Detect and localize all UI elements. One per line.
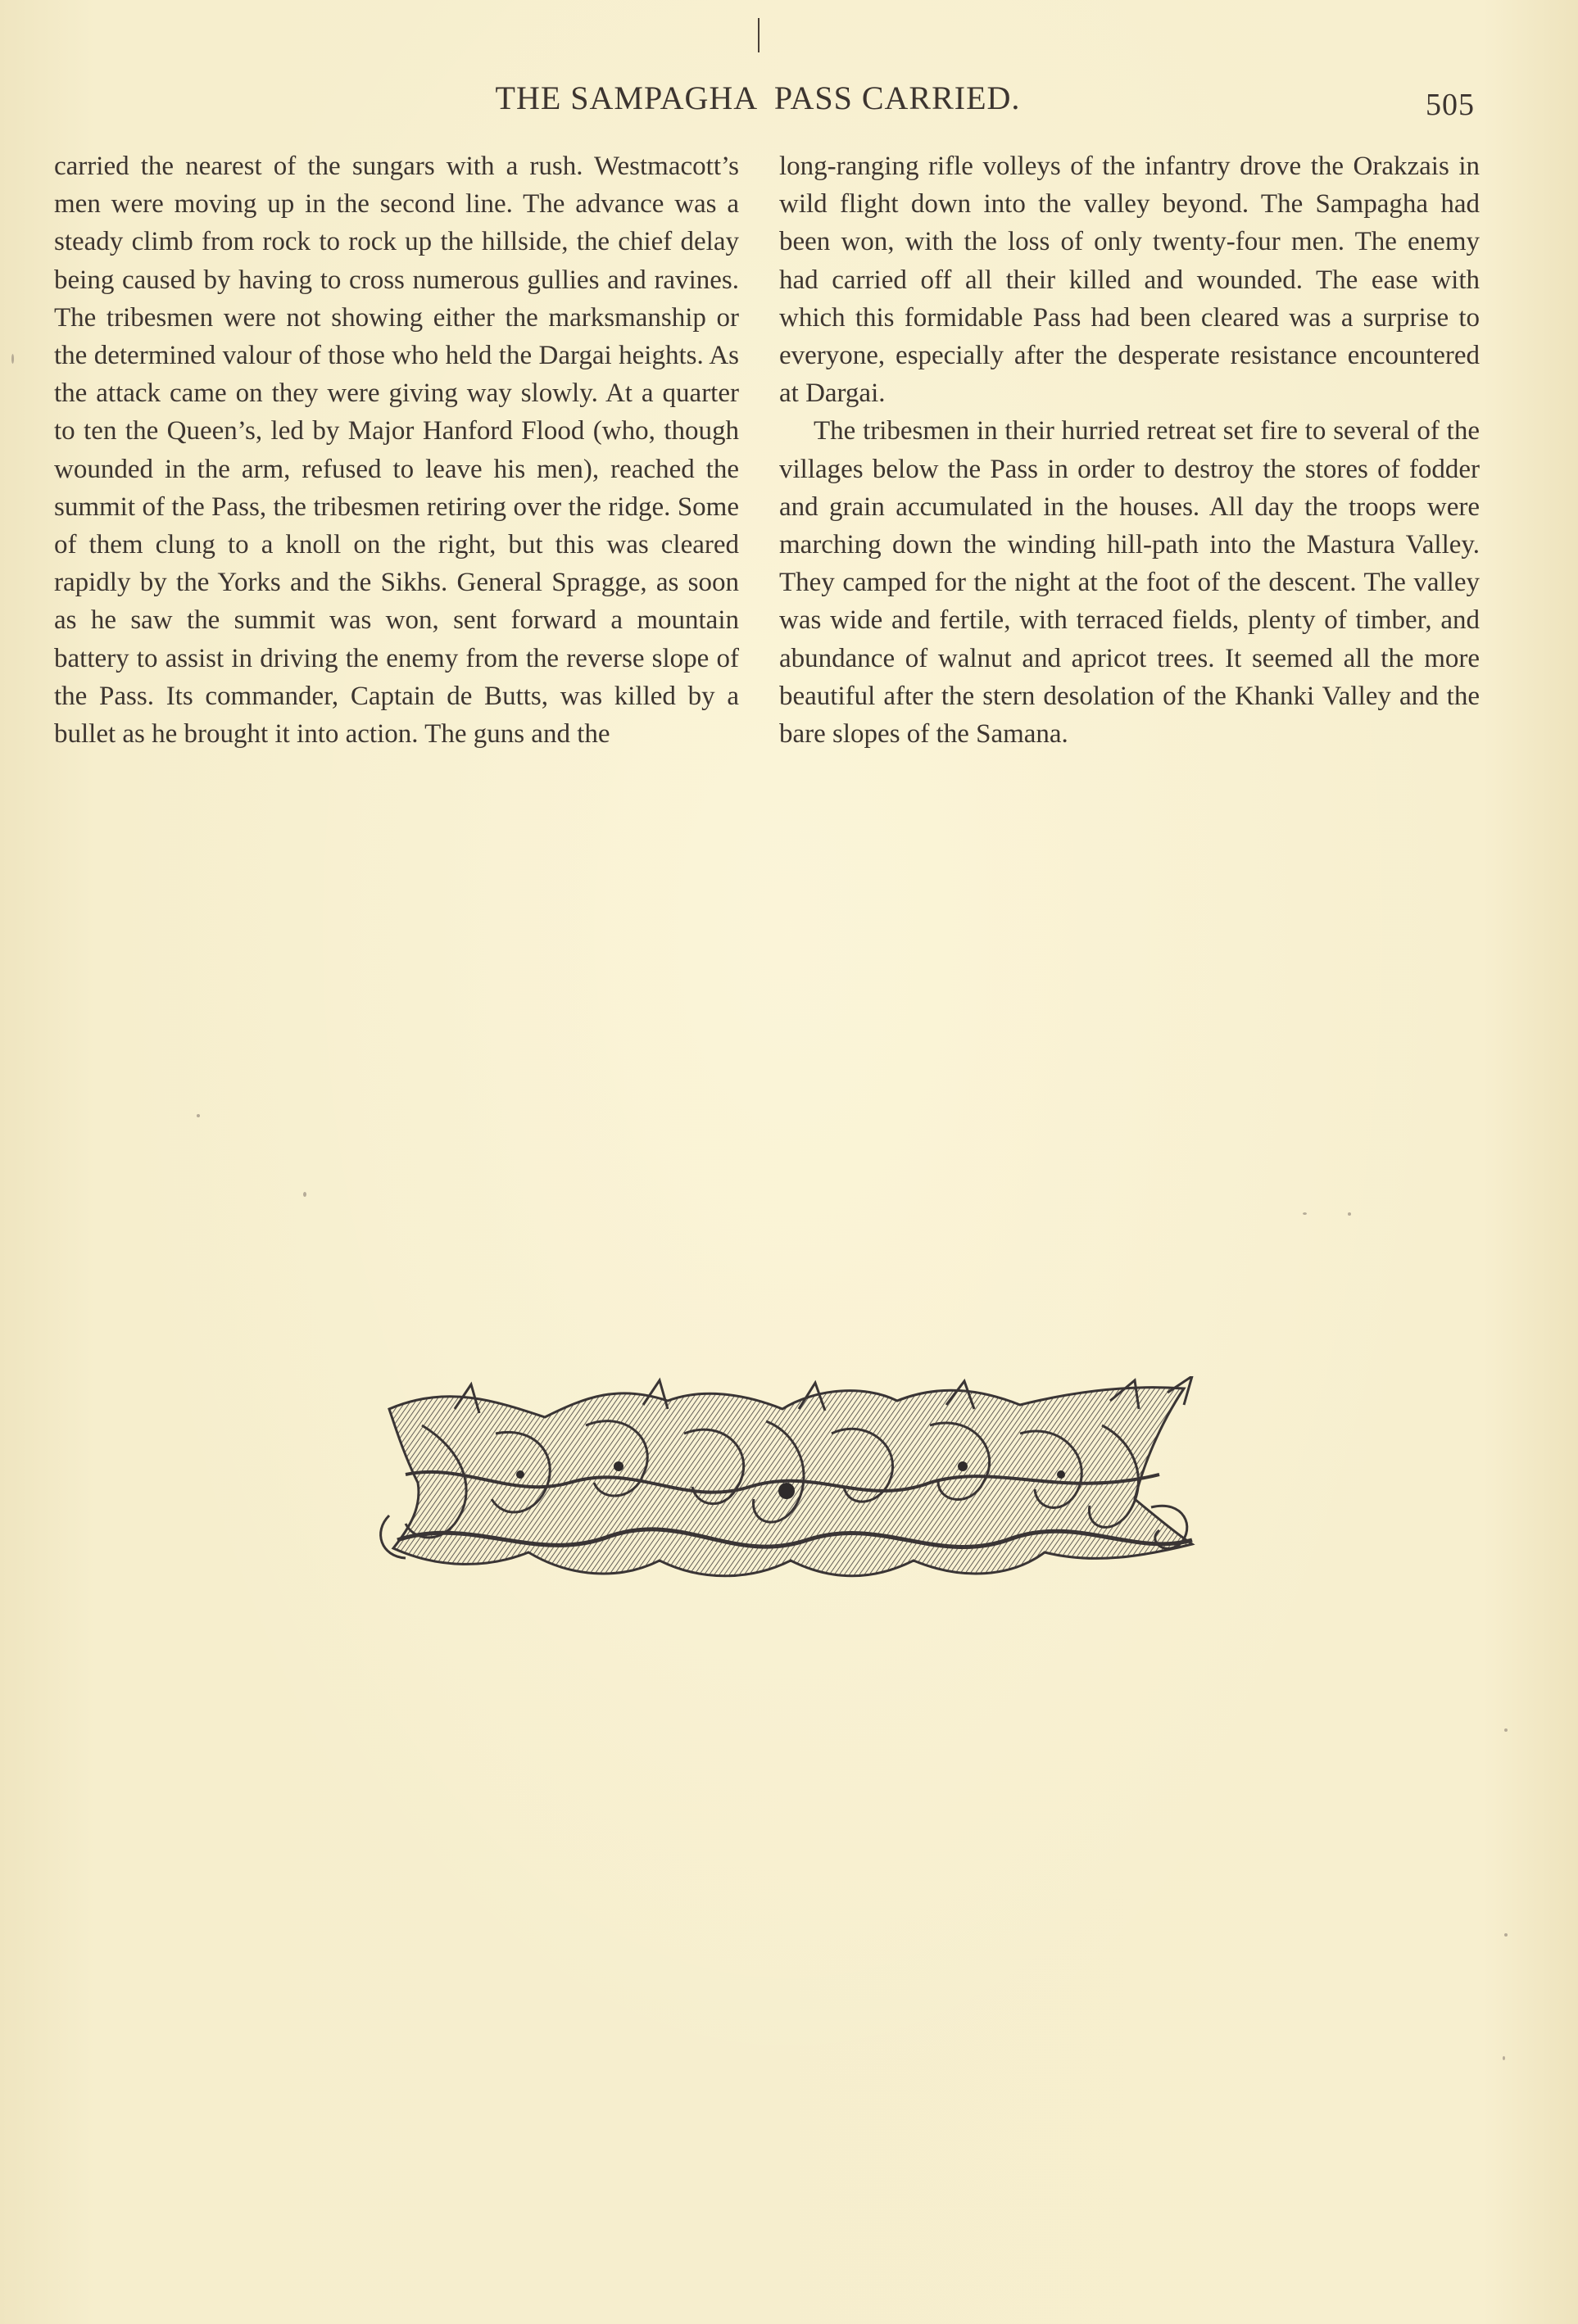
page-number: 505 [1426, 88, 1475, 122]
paragraph: carried the nearest of the sungars with a rush. Westmacott’s men were moving up in the second line. The advance was a steady climb from rock to rock up the hillside, the chief delay being caused by having to cross numerous gullies and ravines. The tribesmen were not showing either the marksmanship or the determined valour of those who held the Dargai heights. As the attack came on they were giving way slowly. At a quarter to ten the Queen’s, led by Major Hanford Flood (who, though wounded in the arm, refused to leave his men), reached the summit of the Pass, the tribesmen retiring over the ridge. Some of them clung to a knoll on the right, but this was cleared rapidly by the Yorks and the Sikhs. General Spragge, as soon as he saw the summit was won, sent forward a mountain battery to assist in driving the enemy from the reverse slope of the Pass. Its commander, Captain de Butts, was killed by a bullet as he brought it into action. The guns and the [54, 152, 739, 750]
running-title: THE SAMPAGHA PASS CARRIED. [495, 79, 1021, 116]
paper-speck [1503, 2056, 1505, 2060]
foliate-tailpiece-ornament-icon [373, 1376, 1202, 1589]
paragraph: The tribesmen in their hurried retreat set fire to several of the villages below the Pass in order to destroy the stores of fodder and grain accumulated in the houses. All day the troops were marching down the winding hill-path into the Mastura Valley. They camped for the night at the foot of the descent. The valley was wide and fertile, with terraced fields, plenty of timber, and abundance of walnut and apricot trees. It seemed all the more beautiful after the stern desolation of the Khanki Valley and the bare slopes of the Samana. [779, 416, 1480, 750]
left-column [54, 147, 739, 753]
paper-speck [1504, 1933, 1508, 1937]
paper-speck [303, 1192, 306, 1197]
paper-speck [11, 354, 14, 364]
paper-speck [1504, 1728, 1508, 1732]
right-column [779, 147, 1480, 753]
paper-speck [197, 1114, 200, 1117]
gutter-mark [758, 18, 760, 52]
paragraph: long-ranging rifle volleys of the infantry drove the Orakzais in wild flight down into the valley beyond. The Sampagha had been won, with the loss of only twenty-four men. The enemy had carried off all their killed and wounded. The ease with which this formidable Pass had been cleared was a surprise to everyone, especially after the desperate resistance encountered at Dargai. [779, 152, 1480, 409]
paper-speck [1348, 1212, 1351, 1216]
running-head [0, 79, 1578, 128]
paper-speck [1303, 1212, 1307, 1215]
